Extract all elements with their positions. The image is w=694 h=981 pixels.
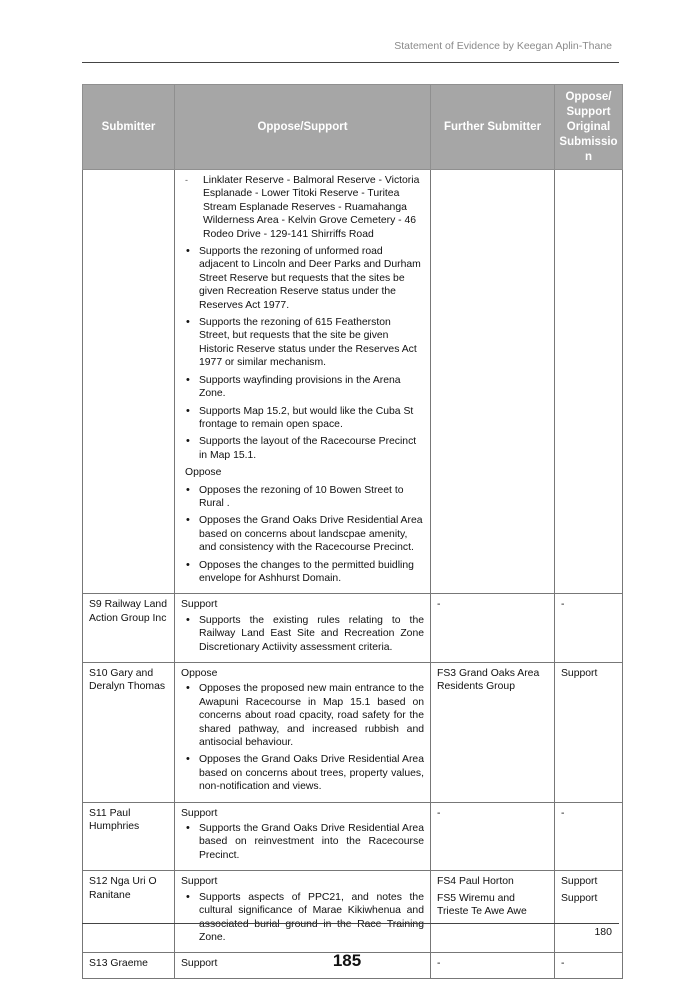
bullet-text: Supports Map 15.2, but would like the Cuba St frontage to remain open space.: [199, 405, 414, 430]
bullet-text: Supports the layout of the Racecourse Precinct in Map 15.1.: [199, 436, 417, 461]
bullet-text: Supports the rezoning of 615 Featherston Street, but requests that the site be given Historic Reserve status under the Reserves Act 1977 or similar mechanism.: [199, 317, 417, 369]
further-submitter-cell: [431, 594, 555, 663]
bullet-item: [181, 245, 424, 312]
points-list: [181, 822, 424, 862]
bullet-dot-icon: •: [186, 514, 190, 527]
bullet-text: Opposes the Grand Oaks Drive Residential Area based on concerns about trees, property values, non-notification and views.: [199, 754, 424, 793]
original-position-entry: -: [561, 807, 565, 819]
bullet-dot-icon: •: [186, 753, 190, 766]
position-label: Support: [181, 958, 218, 970]
bullet-dot-icon: •: [186, 316, 190, 329]
submitter-cell: S9 Railway Land Action Group Inc: [83, 594, 175, 663]
position-label: Oppose: [181, 668, 218, 679]
bullet-item: [181, 374, 424, 401]
submission-rows: [83, 594, 623, 978]
further-submitter-entry: -: [437, 958, 441, 970]
oppose-points-list: [181, 484, 424, 586]
reserve-list-item: [181, 174, 424, 241]
bullet-dot-icon: •: [186, 890, 190, 903]
oppose-support-cell: [175, 663, 431, 803]
submitter-cell: S12 Nga Uri O Ranitane: [83, 871, 175, 953]
original-position-cell: [555, 594, 623, 663]
bullet-item: [181, 614, 424, 654]
bullet-item: [181, 822, 424, 862]
page-number: 180: [594, 926, 612, 938]
bullet-item: [181, 316, 424, 370]
position-label: Support: [181, 599, 218, 611]
bullet-item: [181, 559, 424, 586]
further-submitter-cell: [431, 663, 555, 803]
bullet-text: Supports aspects of PPC21, and notes the cultural significance of Marae Kikiwhenua and associated burial ground in the Race Training Zone.: [199, 891, 424, 943]
bullet-item: [181, 514, 424, 554]
bullet-dot-icon: •: [186, 682, 190, 695]
bullet-item: [181, 435, 424, 462]
submissions-table: [82, 84, 623, 979]
document-page-number: 185: [332, 951, 362, 970]
table-row: [83, 802, 623, 871]
table-row: [83, 871, 623, 953]
further-submitter-entry: -: [437, 599, 441, 611]
page-header-title: Statement of Evidence by Keegan Aplin-Thane: [394, 40, 612, 52]
bullet-item: [181, 682, 424, 749]
original-position-cell: [555, 871, 623, 953]
bullet-item: [181, 753, 424, 793]
further-submitter-entry: -: [437, 807, 441, 819]
further-submitter-cell: [431, 871, 555, 953]
oppose-support-cell: [175, 802, 431, 871]
footer-divider: [82, 923, 619, 924]
position-label: Support: [181, 876, 218, 888]
further-submitter-cell: [431, 170, 555, 594]
table-header-row: [83, 85, 623, 170]
further-submitter-entry: FS5 Wiremu and Trieste Te Awe Awe: [437, 892, 527, 918]
original-position-entry: -: [561, 599, 565, 611]
further-submitter-entry: FS4 Paul Horton: [437, 876, 514, 888]
original-position-entry: -: [561, 958, 565, 970]
bullet-item: [181, 405, 424, 432]
bullet-dot-icon: •: [186, 558, 190, 571]
column-header-original-submission: Oppose/ Support Original Submissio n: [555, 85, 623, 170]
original-position-cell: [555, 170, 623, 594]
bullet-text: Opposes the rezoning of 10 Bowen Street to Rural .: [199, 484, 404, 509]
bullet-dot-icon: •: [186, 404, 190, 417]
original-position-entry: Support: [561, 668, 598, 679]
header-divider: [82, 62, 619, 63]
original-position-entry: Support: [561, 876, 598, 888]
oppose-support-cell: [175, 871, 431, 953]
bullet-dot-icon: •: [186, 435, 190, 448]
points-list: [181, 614, 424, 654]
bullet-text: Supports wayfinding provisions in the Arena Zone.: [199, 374, 401, 400]
bullet-text: Supports the existing rules relating to the Railway Land East Site and Recreation Zone Discretionary Actiivity assessment criteria.: [199, 614, 424, 653]
bullet-text: Opposes the Grand Oaks Drive Residential Area based on concerns about landscpae amenity, and consistency with the Racecourse Precinct.: [199, 515, 423, 554]
submitter-cell: S10 Gary and Deralyn Thomas: [83, 663, 175, 803]
original-position-cell: [555, 663, 623, 803]
table-row: [83, 663, 623, 803]
table-row-continuation: [83, 170, 623, 594]
reserve-list-text: Linklater Reserve - Balmoral Reserve - Victoria Esplanade - Lower Titoki Reserve - Turitea Stream Esplanade Reserves - Ruamahanga Wilderness Area - Kelvin Grove Cemetery - 46 Rodeo Drive - 129-141 Shirriffs Road: [203, 175, 420, 240]
table-row: [83, 594, 623, 663]
bullet-dot-icon: •: [186, 245, 190, 258]
bullet-text: Opposes the proposed new main entrance to the Awapuni Racecourse in Map 15.1 based on concerns about road cpacity, road safety for the shared pathway, and increased rubbish and antisocial behaviour.: [199, 683, 424, 749]
bullet-item: [181, 891, 424, 945]
bullet-dot-icon: •: [186, 822, 190, 835]
bullet-item: [181, 484, 424, 511]
bullet-text: Opposes the changes to the permitted buidling envelope for Ashhurst Domain.: [199, 559, 414, 584]
position-label: Support: [181, 807, 218, 819]
column-header-further-submitter: Further Submitter: [431, 85, 555, 170]
support-points-list: [181, 245, 424, 462]
points-list: [181, 682, 424, 793]
original-position-cell: [555, 802, 623, 871]
bullet-text: Supports the rezoning of unformed road adjacent to Lincoln and Deer Parks and Durham Street Reserve but requests that the sites be given Recreation Reserve status under the Reserves Act 1977.: [199, 246, 421, 311]
oppose-label: Oppose: [185, 467, 222, 479]
submitter-cell: S11 Paul Humphries: [83, 802, 175, 871]
oppose-support-cell: [175, 170, 431, 594]
bullet-dot-icon: •: [186, 613, 190, 626]
bullet-dot-icon: •: [186, 373, 190, 386]
bullet-text: Supports the Grand Oaks Drive Residential Area based on reinvestment into the Racecourse Precinct.: [199, 823, 424, 861]
submitter-cell: [83, 170, 175, 594]
further-submitter-cell: [431, 802, 555, 871]
bullet-dot-icon: •: [186, 483, 190, 496]
further-submitter-entry: FS3 Grand Oaks Area Residents Group: [437, 668, 540, 693]
oppose-support-cell: [175, 594, 431, 663]
points-list: [181, 891, 424, 945]
column-header-oppose-support: Oppose/Support: [175, 85, 431, 170]
column-header-submitter: Submitter: [83, 85, 175, 170]
dash-marker-icon: -: [185, 175, 188, 185]
original-position-entry: Support: [561, 892, 598, 904]
submitter-cell: S13 Graeme: [83, 953, 175, 978]
